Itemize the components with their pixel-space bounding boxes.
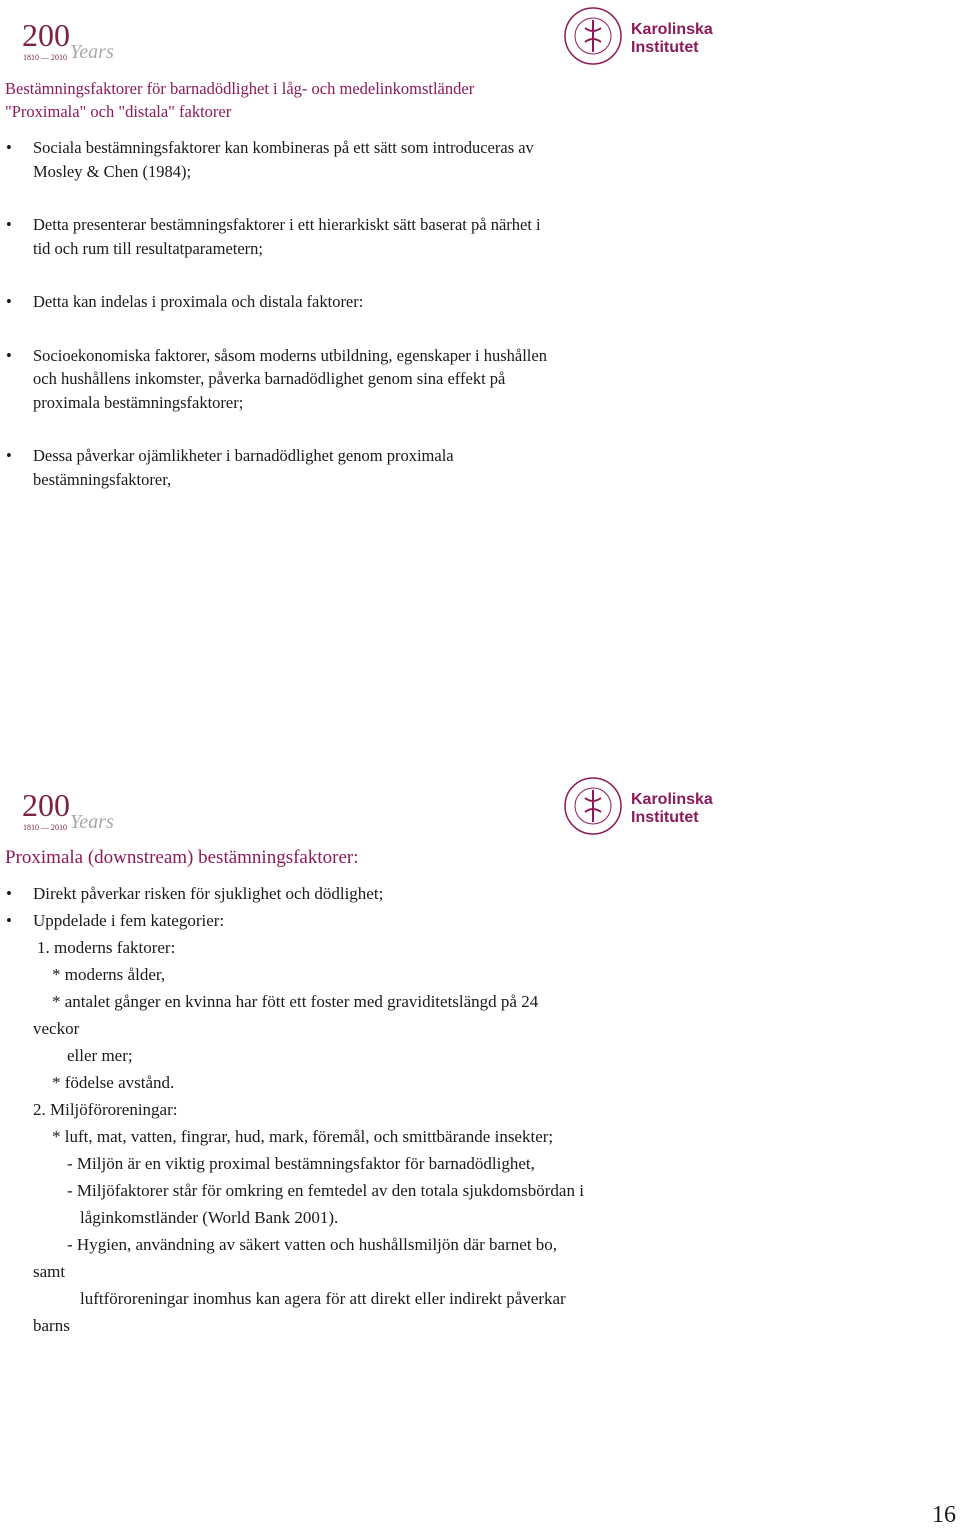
content-line (0, 1123, 720, 1150)
content-text: * luft, mat, vatten, fingrar, hud, mark, föremål, och smittbärande insekter; (52, 1127, 554, 1146)
ki-name-line2: Institutet (631, 809, 699, 826)
bullet-item (0, 344, 683, 415)
content-line (0, 1204, 720, 1231)
content-text: - Miljön är en viktig proximal bestämningsfaktor för barnadödlighet, (67, 1154, 535, 1173)
content-text: veckor (33, 1019, 80, 1038)
bullet-item (0, 444, 683, 491)
bullet-line: Detta presenterar bestämningsfaktorer i ett hierarkiskt sätt baserat på närhet i (33, 215, 541, 234)
bullet-dot: • (6, 215, 12, 234)
karolinska-logo (563, 774, 718, 838)
anniversary-200-logo (22, 788, 137, 834)
bullet-item (0, 213, 683, 260)
slide-2 (0, 770, 960, 1350)
slide-1-bullet-list (0, 136, 683, 521)
content-text: * födelse avstånd. (52, 1073, 175, 1092)
bullet-dot: • (6, 292, 12, 311)
content-line (0, 988, 720, 1015)
content-text: - Hygien, användning av säkert vatten och hushållsmiljön där barnet bo, (67, 1235, 558, 1254)
content-line (0, 1258, 720, 1285)
anniversary-number: 200 (22, 788, 70, 823)
slide-2-title: Proximala (downstream) bestämningsfaktorer: (5, 847, 359, 868)
content-line (0, 1069, 720, 1096)
content-line (0, 1177, 720, 1204)
title-line-2: "Proximala" och "distala" faktorer (5, 102, 232, 121)
bullet-line: tid och rum till resultatparametern; (33, 238, 264, 258)
bullet-dot: • (6, 446, 12, 465)
slide-1 (0, 0, 960, 500)
anniversary-200-logo (22, 18, 137, 64)
content-line (0, 1096, 720, 1123)
anniversary-years: 1810 — 2010 (23, 53, 67, 62)
bullet-item (0, 136, 683, 183)
karolinska-logo (563, 4, 718, 68)
bullet-dot: • (6, 884, 12, 903)
content-line (0, 880, 720, 907)
anniversary-years: 1810 — 2010 (23, 823, 67, 832)
content-line (0, 961, 720, 988)
content-text: samt (33, 1262, 66, 1281)
content-line (0, 1285, 720, 1312)
anniversary-word: Years (70, 811, 114, 833)
content-text: - Miljöfaktorer står för omkring en femtedel av den totala sjukdomsbördan i (67, 1181, 584, 1200)
title-line-1: Bestämningsfaktorer för barnadödlighet i låg- och medelinkomstländer (5, 79, 475, 98)
page-number: 16 (932, 1502, 956, 1528)
content-line (0, 934, 720, 961)
content-line (0, 1312, 720, 1339)
content-line (0, 1015, 720, 1042)
content-line (0, 1042, 720, 1069)
bullet-dot: • (6, 138, 12, 157)
content-text: * antalet gånger en kvinna har fött ett foster med graviditetslängd på 24 (52, 992, 539, 1011)
bullet-line: Mosley & Chen (1984); (33, 161, 192, 181)
content-text: barns (33, 1316, 70, 1335)
ki-name-line1: Karolinska (631, 791, 713, 808)
content-text: Uppdelade i fem kategorier: (33, 911, 225, 930)
ki-name-line2: Institutet (631, 39, 699, 56)
content-line (0, 1231, 720, 1258)
anniversary-number: 200 (22, 18, 70, 53)
bullet-line: Sociala bestämningsfaktorer kan kombineras på ett sätt som introduceras av (33, 138, 534, 157)
content-line (0, 907, 720, 934)
anniversary-word: Years (70, 41, 114, 63)
ki-name-line1: Karolinska (631, 21, 713, 38)
slide-2-content (0, 880, 720, 1339)
content-line (0, 1150, 720, 1177)
bullet-dot: • (6, 345, 12, 365)
bullet-line: Dessa påverkar ojämlikheter i barnadödlighet genom proximala (33, 446, 454, 465)
content-text: eller mer; (67, 1046, 133, 1065)
content-text: låginkomstländer (World Bank 2001). (80, 1208, 339, 1227)
content-text: Direkt påverkar risken för sjuklighet och dödlighet; (33, 884, 384, 903)
bullet-line: Socioekonomiska faktorer, såsom moderns utbildning, egenskaper i hushållen (33, 345, 547, 365)
content-text: * moderns ålder, (52, 965, 166, 984)
bullet-line: proximala bestämningsfaktorer; (33, 392, 244, 412)
bullet-line: Detta kan indelas i proximala och distala faktorer: (33, 292, 364, 311)
content-text: luftföroreningar inomhus kan agera för att direkt eller indirekt påverkar (80, 1289, 566, 1308)
bullet-line: och hushållens inkomster, påverka barnadödlighet genom sina effekt på (33, 369, 506, 388)
bullet-line: bestämningsfaktorer, (33, 469, 172, 489)
bullet-dot: • (6, 911, 12, 930)
slide-1-title (5, 77, 474, 123)
bullet-item (0, 290, 683, 314)
content-text: 1. moderns faktorer: (37, 938, 176, 957)
content-text: 2. Miljöföroreningar: (33, 1100, 178, 1119)
